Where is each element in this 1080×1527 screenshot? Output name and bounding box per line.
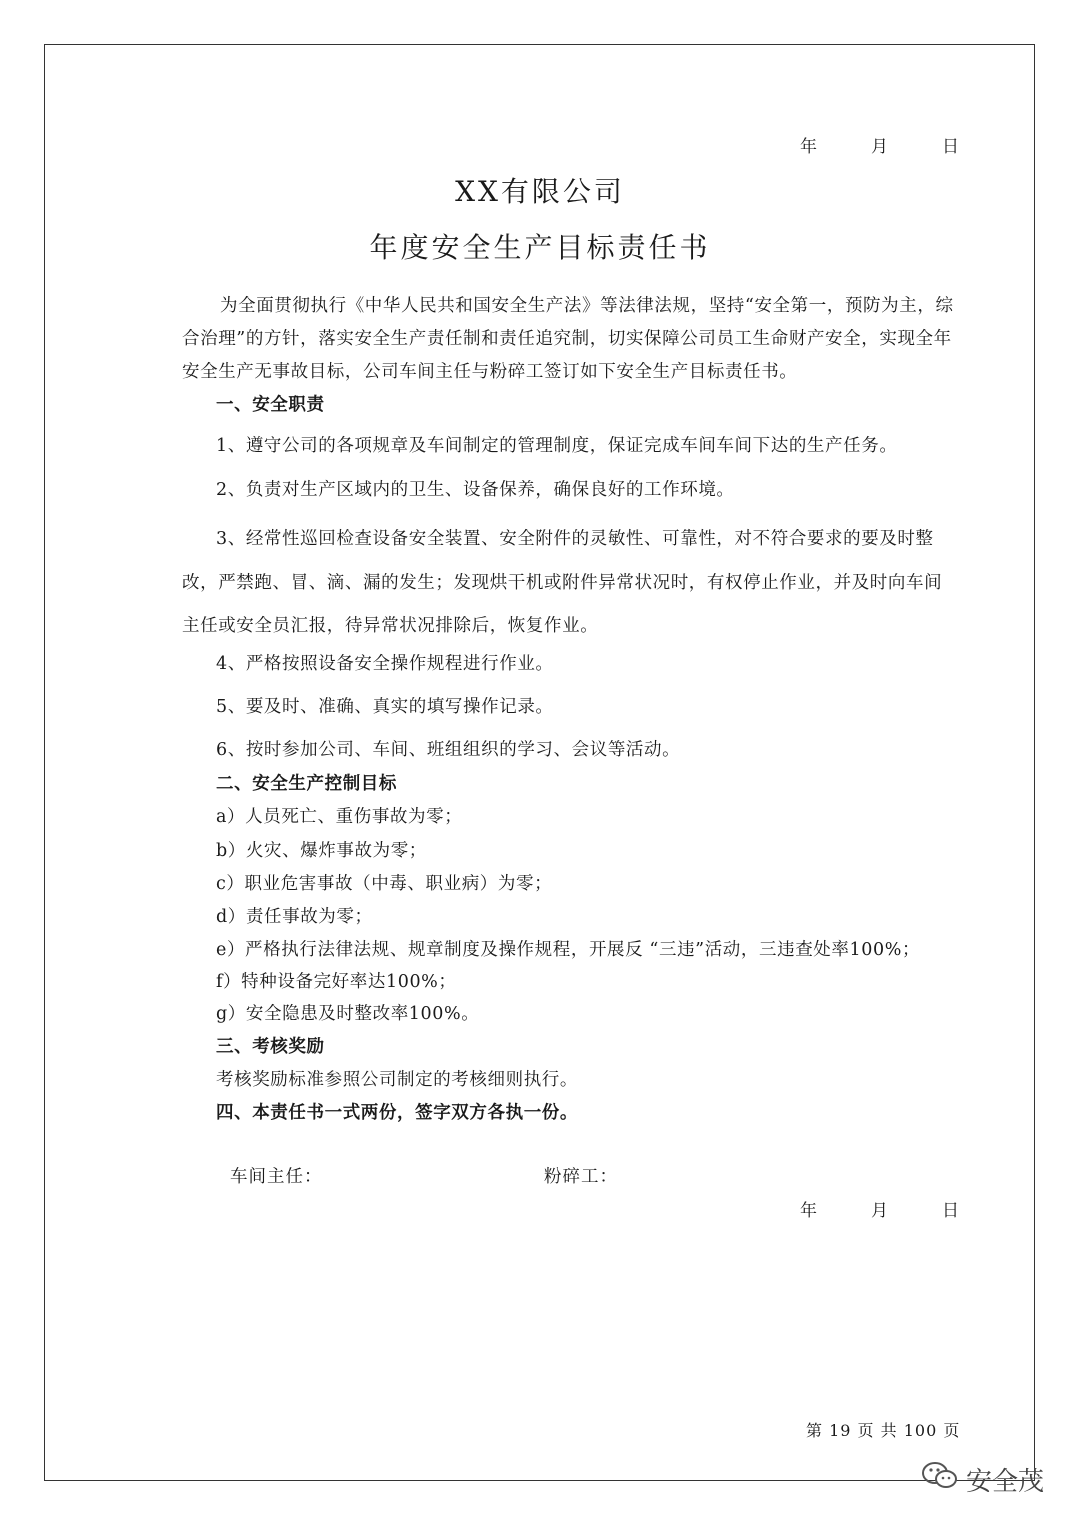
signature-crusher-worker: 粉碎工：	[544, 1167, 618, 1187]
target-item: g）安全隐患及时整改率100%。	[216, 1004, 480, 1024]
company-name: XX有限公司	[455, 175, 625, 208]
duty-item: 5、要及时、准确、真实的填写操作记录。	[216, 697, 554, 717]
target-item: c）职业危害事故（中毒、职业病）为零；	[216, 874, 553, 894]
section3-heading: 三、考核奖励	[216, 1037, 325, 1057]
duty-item: 6、按时参加公司、车间、班组组织的学习、会议等活动。	[216, 740, 681, 760]
section1-heading: 一、安全职责	[216, 395, 325, 415]
page-number: 第 19 页 共 100 页	[806, 1421, 961, 1440]
top-date-line	[800, 132, 960, 157]
section4-heading: 四、本责任书一式两份，签字双方各执一份。	[216, 1103, 578, 1123]
signature-workshop-director: 车间主任：	[230, 1167, 323, 1187]
target-item: a）人员死亡、重伤事故为零；	[216, 807, 463, 827]
watermark	[920, 1460, 1044, 1499]
duty-item: 2、负责对生产区域内的卫生、设备保养，确保良好的工作环境。	[216, 480, 735, 500]
duty-item: 1、遵守公司的各项规章及车间制定的管理制度，保证完成车间车间下达的生产任务。	[216, 436, 898, 456]
watermark-text: 安全茂	[966, 1467, 1045, 1497]
section2-heading: 二、安全生产控制目标	[216, 774, 397, 794]
date-year: 年	[800, 137, 818, 157]
date-day: 日	[942, 137, 960, 157]
duty-item: 4、严格按照设备安全操作规程进行作业。	[216, 654, 554, 674]
target-item: e）严格执行法律法规、规章制度及操作规程，开展反 “三违”活动，三违查处率100%；	[216, 940, 921, 960]
date-day: 日	[942, 1201, 960, 1221]
target-item: b）火灾、爆炸事故为零；	[216, 841, 427, 861]
section3-text: 考核奖励标准参照公司制定的考核细则执行。	[216, 1070, 578, 1090]
date-month: 月	[871, 137, 889, 157]
intro-paragraph: 为全面贯彻执行《中华人民共和国安全生产法》等法律法规，坚持“安全第一，预防为主，综合治理”的方针，落实安全生产责任制和责任追究制，切实保障公司员工生命财产安全，实现全年安全生产无事故目标，公司车间主任与粉碎工签订如下安全生产目标责任书。	[182, 296, 954, 382]
target-item: d）责任事故为零；	[216, 907, 373, 927]
target-item: f）特种设备完好率达100%；	[216, 972, 457, 992]
duty-item: 3、经常性巡回检查设备安全装置、安全附件的灵敏性、可靠性，对不符合要求的要及时整改，严禁跑、冒、滴、漏的发生；发现烘干机或附件异常状况时，有权停止作业，并及时向车间主任或安全员汇报，待异常状况排除后，恢复作业。	[182, 529, 943, 636]
document-title: 年度安全生产目标责任书	[369, 231, 711, 264]
date-month: 月	[871, 1201, 889, 1221]
date-year: 年	[800, 1201, 818, 1221]
bottom-date-line	[800, 1196, 960, 1221]
wechat-icon	[920, 1460, 960, 1499]
